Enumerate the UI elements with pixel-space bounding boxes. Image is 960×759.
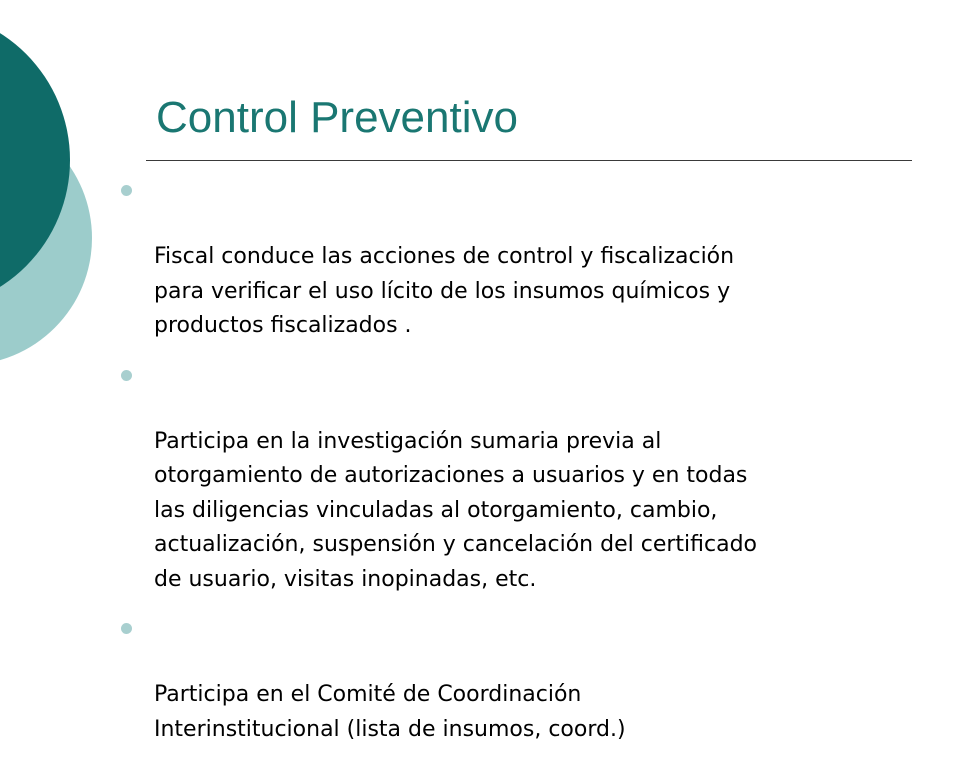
- bullet-item: [120, 356, 920, 598]
- bullet-dot-icon: [121, 623, 132, 634]
- bullet-dot-icon: [121, 185, 132, 196]
- bullet-text: Participa en la investigación sumaria previa al otorgamiento de autorizaciones a usuarios y en todas las diligencias vinculadas al otorgamiento, cambio, actualización, suspensión y cancelación del certificado de usuario, visitas inopinadas, etc.: [154, 428, 758, 592]
- bullet-text: Fiscal conduce las acciones de control y fiscalización para verificar el uso lícito de los insumos químicos y productos fiscalizados .: [154, 244, 735, 338]
- bullet-item: [120, 609, 920, 747]
- title-divider: [146, 160, 912, 161]
- bullet-text: Participa en el Comité de Coordinación Interinstitucional (lista de insumos, coord.): [154, 682, 626, 742]
- slide-title: Control Preventivo: [156, 93, 518, 142]
- bullet-dot-icon: [121, 370, 132, 381]
- bullet-list: [120, 171, 920, 759]
- bullet-item: [120, 171, 920, 344]
